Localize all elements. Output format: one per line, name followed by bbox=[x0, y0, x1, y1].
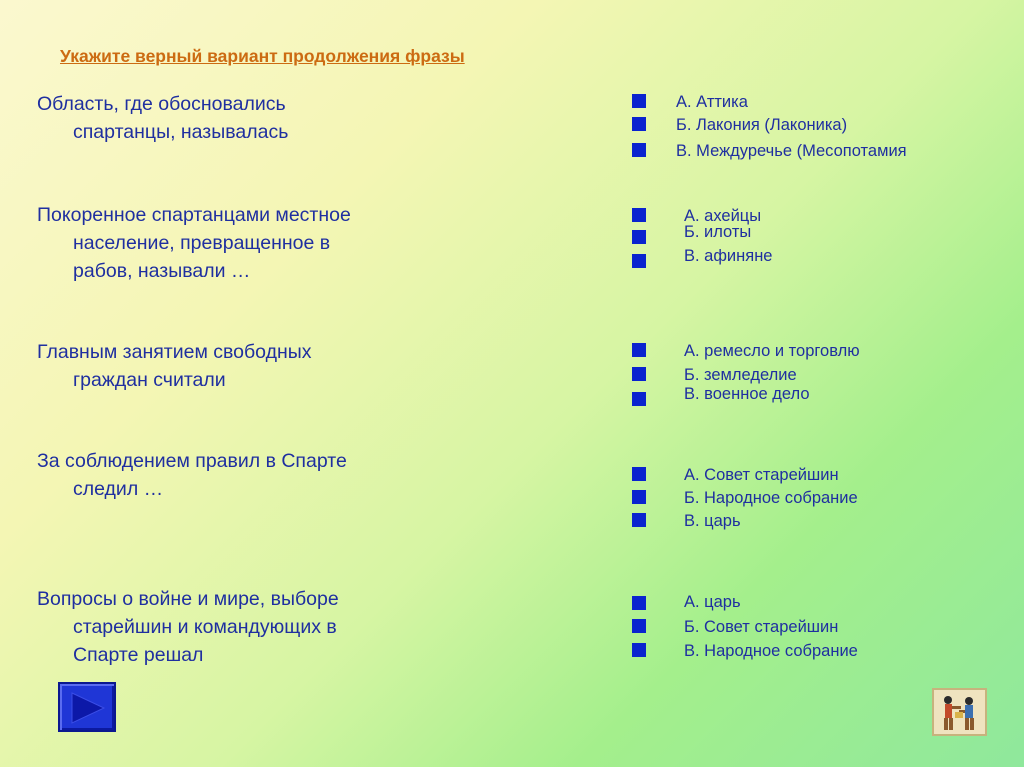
square-bullet-icon bbox=[632, 117, 646, 131]
play-arrow-icon bbox=[68, 691, 108, 725]
square-bullet-icon bbox=[632, 343, 646, 357]
question-5-line-1: Вопросы о войне и мире, выборе bbox=[37, 588, 339, 610]
home-button[interactable] bbox=[932, 688, 987, 736]
question-1-line-1: Область, где обосновались bbox=[37, 93, 286, 115]
question-5-line-2: старейшин и командующих в bbox=[73, 616, 337, 638]
question-1-line-2: спартанцы, называлась bbox=[73, 121, 289, 143]
square-bullet-icon bbox=[632, 392, 646, 406]
square-bullet-icon bbox=[632, 208, 646, 222]
square-bullet-icon bbox=[632, 619, 646, 633]
question-4 bbox=[37, 447, 347, 503]
question-2-line-1: Покоренное спартанцами местное bbox=[37, 204, 351, 226]
page-title: Укажите верный вариант продолжения фразы bbox=[60, 46, 465, 66]
question-2 bbox=[37, 201, 351, 285]
question-3-line-1: Главным занятием свободных bbox=[37, 341, 312, 363]
question-2-line-3: рабов, называли … bbox=[73, 260, 251, 282]
next-slide-button[interactable] bbox=[58, 682, 116, 732]
question-4-line-2: следил … bbox=[73, 478, 164, 500]
square-bullet-icon bbox=[632, 254, 646, 268]
question-5 bbox=[37, 585, 339, 669]
question-4-line-1: За соблюдением правил в Спарте bbox=[37, 450, 347, 472]
square-bullet-icon bbox=[632, 513, 646, 527]
square-bullet-icon bbox=[632, 230, 646, 244]
square-bullet-icon bbox=[632, 596, 646, 610]
square-bullet-icon bbox=[632, 143, 646, 157]
question-5-line-3: Спарте решал bbox=[73, 644, 204, 666]
square-bullet-icon bbox=[632, 643, 646, 657]
egyptian-figures-icon bbox=[934, 690, 985, 734]
question-2-line-2: население, превращенное в bbox=[73, 232, 331, 254]
question-3 bbox=[37, 338, 312, 394]
question-3-line-2: граждан считали bbox=[73, 369, 226, 391]
square-bullet-icon bbox=[632, 490, 646, 504]
square-bullet-icon bbox=[632, 467, 646, 481]
square-bullet-icon bbox=[632, 367, 646, 381]
question-1 bbox=[37, 90, 288, 146]
square-bullet-icon bbox=[632, 94, 646, 108]
